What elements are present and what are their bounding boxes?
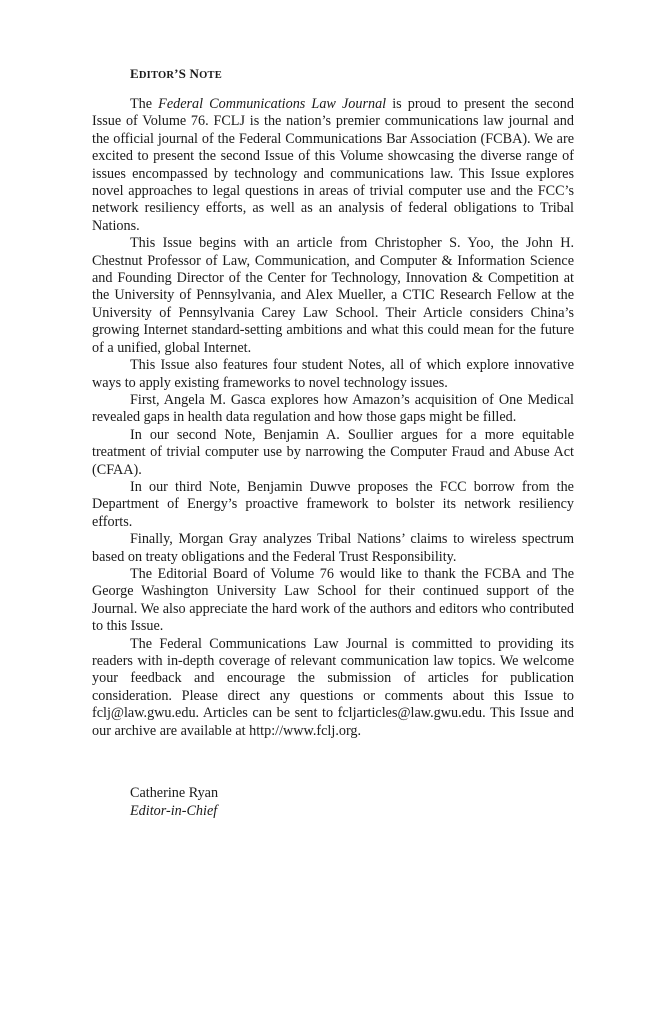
paragraph-note-one: First, Angela M. Gasca explores how Amazon’s acquisition of One Medical revealed gaps in health data regulation and how those gaps might be filled.	[92, 391, 574, 426]
paragraph-article: This Issue begins with an article from Christopher S. Yoo, the John H. Chestnut Professor of Law, Communication, and Computer & Information Science and Founding Director of the Center for Technology, Innovation & Competition at the University of Pennsylvania, and Alex Mueller, a CTIC Research Fellow at the University of Pennsylvania Carey Law School. Their Article considers China’s growing Internet standard-setting ambitions and what this could mean for the future of a unified, global Internet.	[92, 235, 574, 356]
paragraph-intro-pre: The	[130, 96, 159, 112]
paragraph-note-four: Finally, Morgan Gray analyzes Tribal Nations’ claims to wireless spectrum based on treaty obligations and the Federal Trust Responsibility.	[92, 531, 574, 565]
heading-cap-e: E	[130, 66, 139, 81]
heading-apostrophe: ’S	[174, 66, 190, 81]
heading-smallcaps-ditor: DITOR	[138, 70, 175, 81]
paragraph-note-two: In our second Note, Benjamin A. Soullier argues for a more equitable treatment of trivial computer use by narrowing the Computer Fraud and Abuse Act (CFAA).	[92, 426, 574, 478]
paragraph-thanks: The Editorial Board of Volume 76 would like to thank the FCBA and The George Washington University Law School for their continued support of the Journal. We also appreciate the hard work of the authors and editors who contributed to this Issue.	[92, 565, 574, 635]
heading-smallcaps-ote: OTE	[199, 70, 222, 81]
signature-name: Catherine Ryan	[130, 785, 219, 802]
journal-name: Federal Communications Law Journal	[158, 96, 387, 112]
paragraph-intro-post: is proud to present the second Issue of Volume 76. FCLJ is the nation’s premier communications law journal and the official journal of the Federal Communications Bar Association (FCBA). We are excited to present the second Issue of this Volume showcasing the diverse range of issues encompassed by technology and communications law. This Issue explores novel approaches to legal questions in areas of trivial computer use and the FCC’s network resiliency efforts, as well as an analysis of federal obligations to Tribal Nations.	[92, 96, 574, 234]
paragraph-intro	[92, 96, 574, 235]
paragraph-student-notes: This Issue also features four student Notes, all of which explore innovative ways to apply existing frameworks to novel technology issues.	[92, 357, 574, 391]
paragraph-contact: The Federal Communications Law Journal is committed to providing its readers with in-depth coverage of relevant communication law topics. We welcome your feedback and encourage the submission of articles for publication consideration. Please direct any questions or comments about this Issue to fclj@law.gwu.edu. Articles can be sent to fcljarticles@law.gwu.edu. This Issue and our archive are available at http://www.fclj.org.	[92, 635, 574, 739]
paragraph-note-three: In our third Note, Benjamin Duwve proposes the FCC borrow from the Department of Energy’s proactive framework to bolster its network resiliency efforts.	[92, 478, 574, 530]
editors-note-page	[92, 66, 574, 820]
page-heading	[130, 66, 574, 82]
signature-title: Editor-in-Chief	[130, 803, 218, 820]
heading-cap-n: N	[189, 66, 200, 81]
note-body	[92, 96, 574, 740]
signature-block	[130, 784, 574, 820]
